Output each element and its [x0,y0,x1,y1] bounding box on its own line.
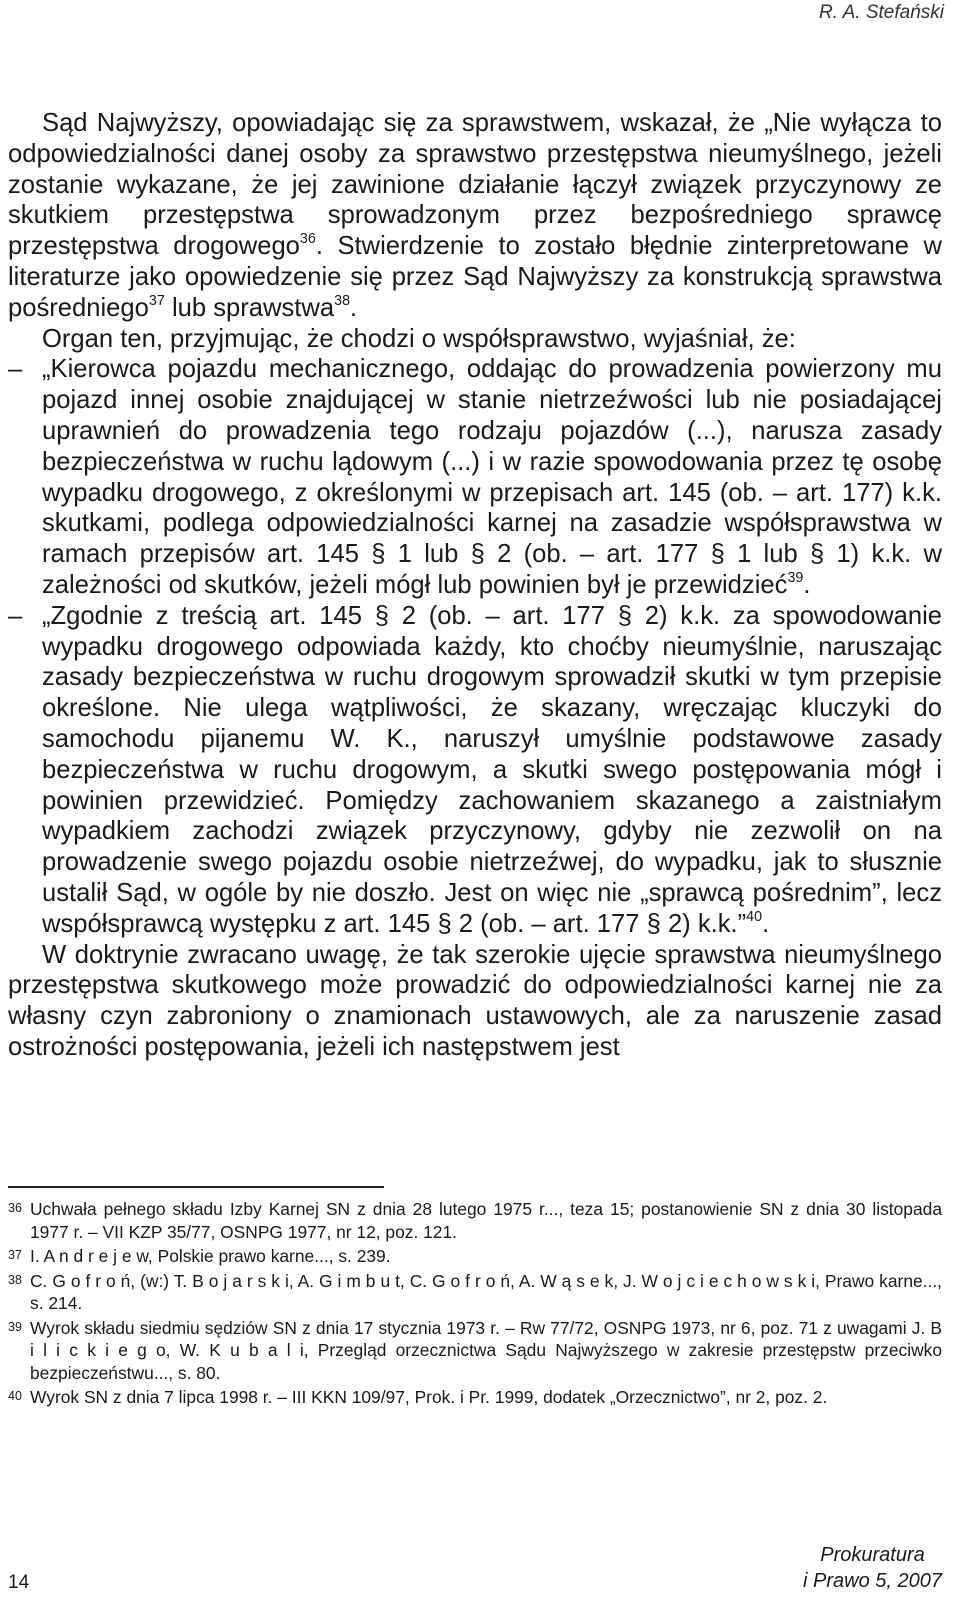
main-text [8,108,942,1063]
dash-bullet: – [8,601,23,630]
footnote-ref-37[interactable]: 37 [148,293,165,310]
footnote-text: Uchwała pełnego składu Izby Karnej SN z dnia 28 lutego 1975 r..., teza 15; postanowienie SN z dnia 30 listopada 1977 r. – VII KZP 35/77, OSNPG 1977, nr 12, poz. 121. [30,1199,942,1242]
footnote-text: Wyrok SN z dnia 7 lipca 1998 r. – III KKN 109/97, Prok. i Pr. 1999, dodatek „Orzecznictwo”, nr 2, poz. 2. [30,1387,828,1407]
quote-item-2-text: „Zgodnie z treścią art. 145 § 2 (ob. – art. 177 § 2) k.k. za spowodowanie wypadku drogowego odpowiada każdy, kto choćby nieumyślnie, naruszając zasady bezpieczeństwa w ruchu drogowym sprowadził skutki w tym przepisie określone. Nie ulega wątpliwości, że skazany, wręczając kluczyki do samochodu pijanemu W. K., naruszył umyślnie podstawowe zasady bezpieczeństwa w ruchu drogowym, a skutki swego postępowania mógł i powinien przewidzieć. Pomiędzy zachowaniem skazanego a zaistniałym wypadkiem zachodzi związek przyczynowy, gdyby nie zezwolił on na prowadzenie swego pojazdu osobie nietrzeźwej, do wypadku, jak to słusznie ustalił Sąd, w ogóle by nie doszło. Jest on więc nie „sprawcą pośrednim”, lecz współsprawcą występku z art. 145 § 2 (ob. – art. 177 § 2) k.k.” [42,601,942,938]
journal-name [803,1542,942,1594]
dash-bullet: – [8,355,23,384]
footnote-text: C. G o f r o ń, (w:) T. B o j a r s k i, A. G i m b u t, C. G o f r o ń, A. W ą s e k, J. W o j c i e c h o w s k i, Prawo karne..., s. 214. [30,1270,942,1313]
footnote-number: 37 [8,1248,22,1262]
footnote-37 [8,1245,942,1268]
paragraph-1 [8,108,942,324]
quote-item-2-end: . [762,909,770,938]
footnote-36 [8,1198,942,1243]
paragraph-1-text-c: lub sprawstwa [164,293,335,322]
footnote-ref-38[interactable]: 38 [334,293,351,310]
quote-item-1-end: . [803,570,811,599]
footnote-number: 38 [8,1272,22,1287]
footnote-38 [8,1270,942,1315]
journal-line-2: i Prawo 5, 2007 [803,1570,942,1592]
footnote-ref-39[interactable]: 39 [787,570,804,587]
paragraph-2: Organ ten, przyjmując, że chodzi o współsprawstwo, wyjaśniał, że: [42,324,796,353]
quote-item-1 [8,354,942,600]
footnote-text: Wyrok składu siedmiu sędziów SN z dnia 17 stycznia 1973 r. – Rw 77/72, OSNPG 1973, nr 6, poz. 71 z uwagami J. B i l i c k i e g o, W. K u b a l i, Przegląd orzecznictwa Sądu Najwyższego w zakresie przestępstw przeciwko bezpieczeństwu..., s. 80. [30,1317,942,1383]
paragraph-1-text-d: . [350,293,358,322]
footnote-separator [8,1186,384,1188]
footnotes [8,1198,942,1411]
quote-item-1-text: „Kierowca pojazdu mechanicznego, oddając do prowadzenia powierzony mu pojazd innej osobie znajdującej w stanie nietrzeźwości lub nie posiadającej uprawnień do prowadzenia tego rodzaju pojazdów (...), narusza zasady bezpieczeństwa w ruchu lądowym (...) i w razie spowodowania przez tę osobę wypadku drogowego, z określonymi w przepisach art. 145 (ob. – art. 177) k.k. skutkami, podlega odpowiedzialności karnej na zasadzie współsprawstwa w ramach przepisów art. 145 § 1 lub § 2 (ob. – art. 177 § 1 lub § 1) k.k. w zależności od skutków, jeżeli mógł lub powinien był je przewidzieć [42,355,942,599]
footnote-text: I. A n d r e j e w, Polskie prawo karne..., s. 239. [30,1246,391,1266]
footnote-39 [8,1317,942,1385]
page-number: 14 [8,1572,30,1593]
footnote-40 [8,1386,942,1409]
footnote-ref-36[interactable]: 36 [299,231,316,248]
paragraph-3: W doktrynie zwracano uwagę, że tak szerokie ujęcie sprawstwa nieumyślnego przestępstwa skutkowego może prowadzić do odpowiedzialności karnej nie za własny czyn zabroniony o znamionach ustawowych, ale za naruszenie zasad ostrożności postępowania, jeżeli ich następstwem jest [8,940,942,1061]
running-header-author: R. A. Stefański [819,2,944,23]
footnote-number: 36 [8,1201,22,1215]
paragraph-1-text: Sąd Najwyższy, opowiadając się za sprawstwem, wskazał, że „Nie wyłącza to odpowiedzialności danej osoby za sprawstwo przestępstwa nieumyślnego, jeżeli zostanie wykazane, że jej zawinione działanie łączył związek przyczynowy ze skutkiem przestępstwa sprowadzonym przez bezpośredniego sprawcę przestępstwa drogowego [8,109,942,261]
quote-item-2 [8,601,942,940]
footnote-number: 39 [8,1319,22,1334]
footnote-number: 40 [8,1389,22,1403]
paragraph-1-text-b: . Stwierdzenie to zostało błędnie zinterpretowane w literaturze jako opowiedzenie się przez Sąd Najwyższy za konstrukcją sprawstwa pośredniego [8,232,942,322]
journal-line-1: Prokuratura [820,1544,925,1566]
footnote-ref-40[interactable]: 40 [746,908,763,925]
